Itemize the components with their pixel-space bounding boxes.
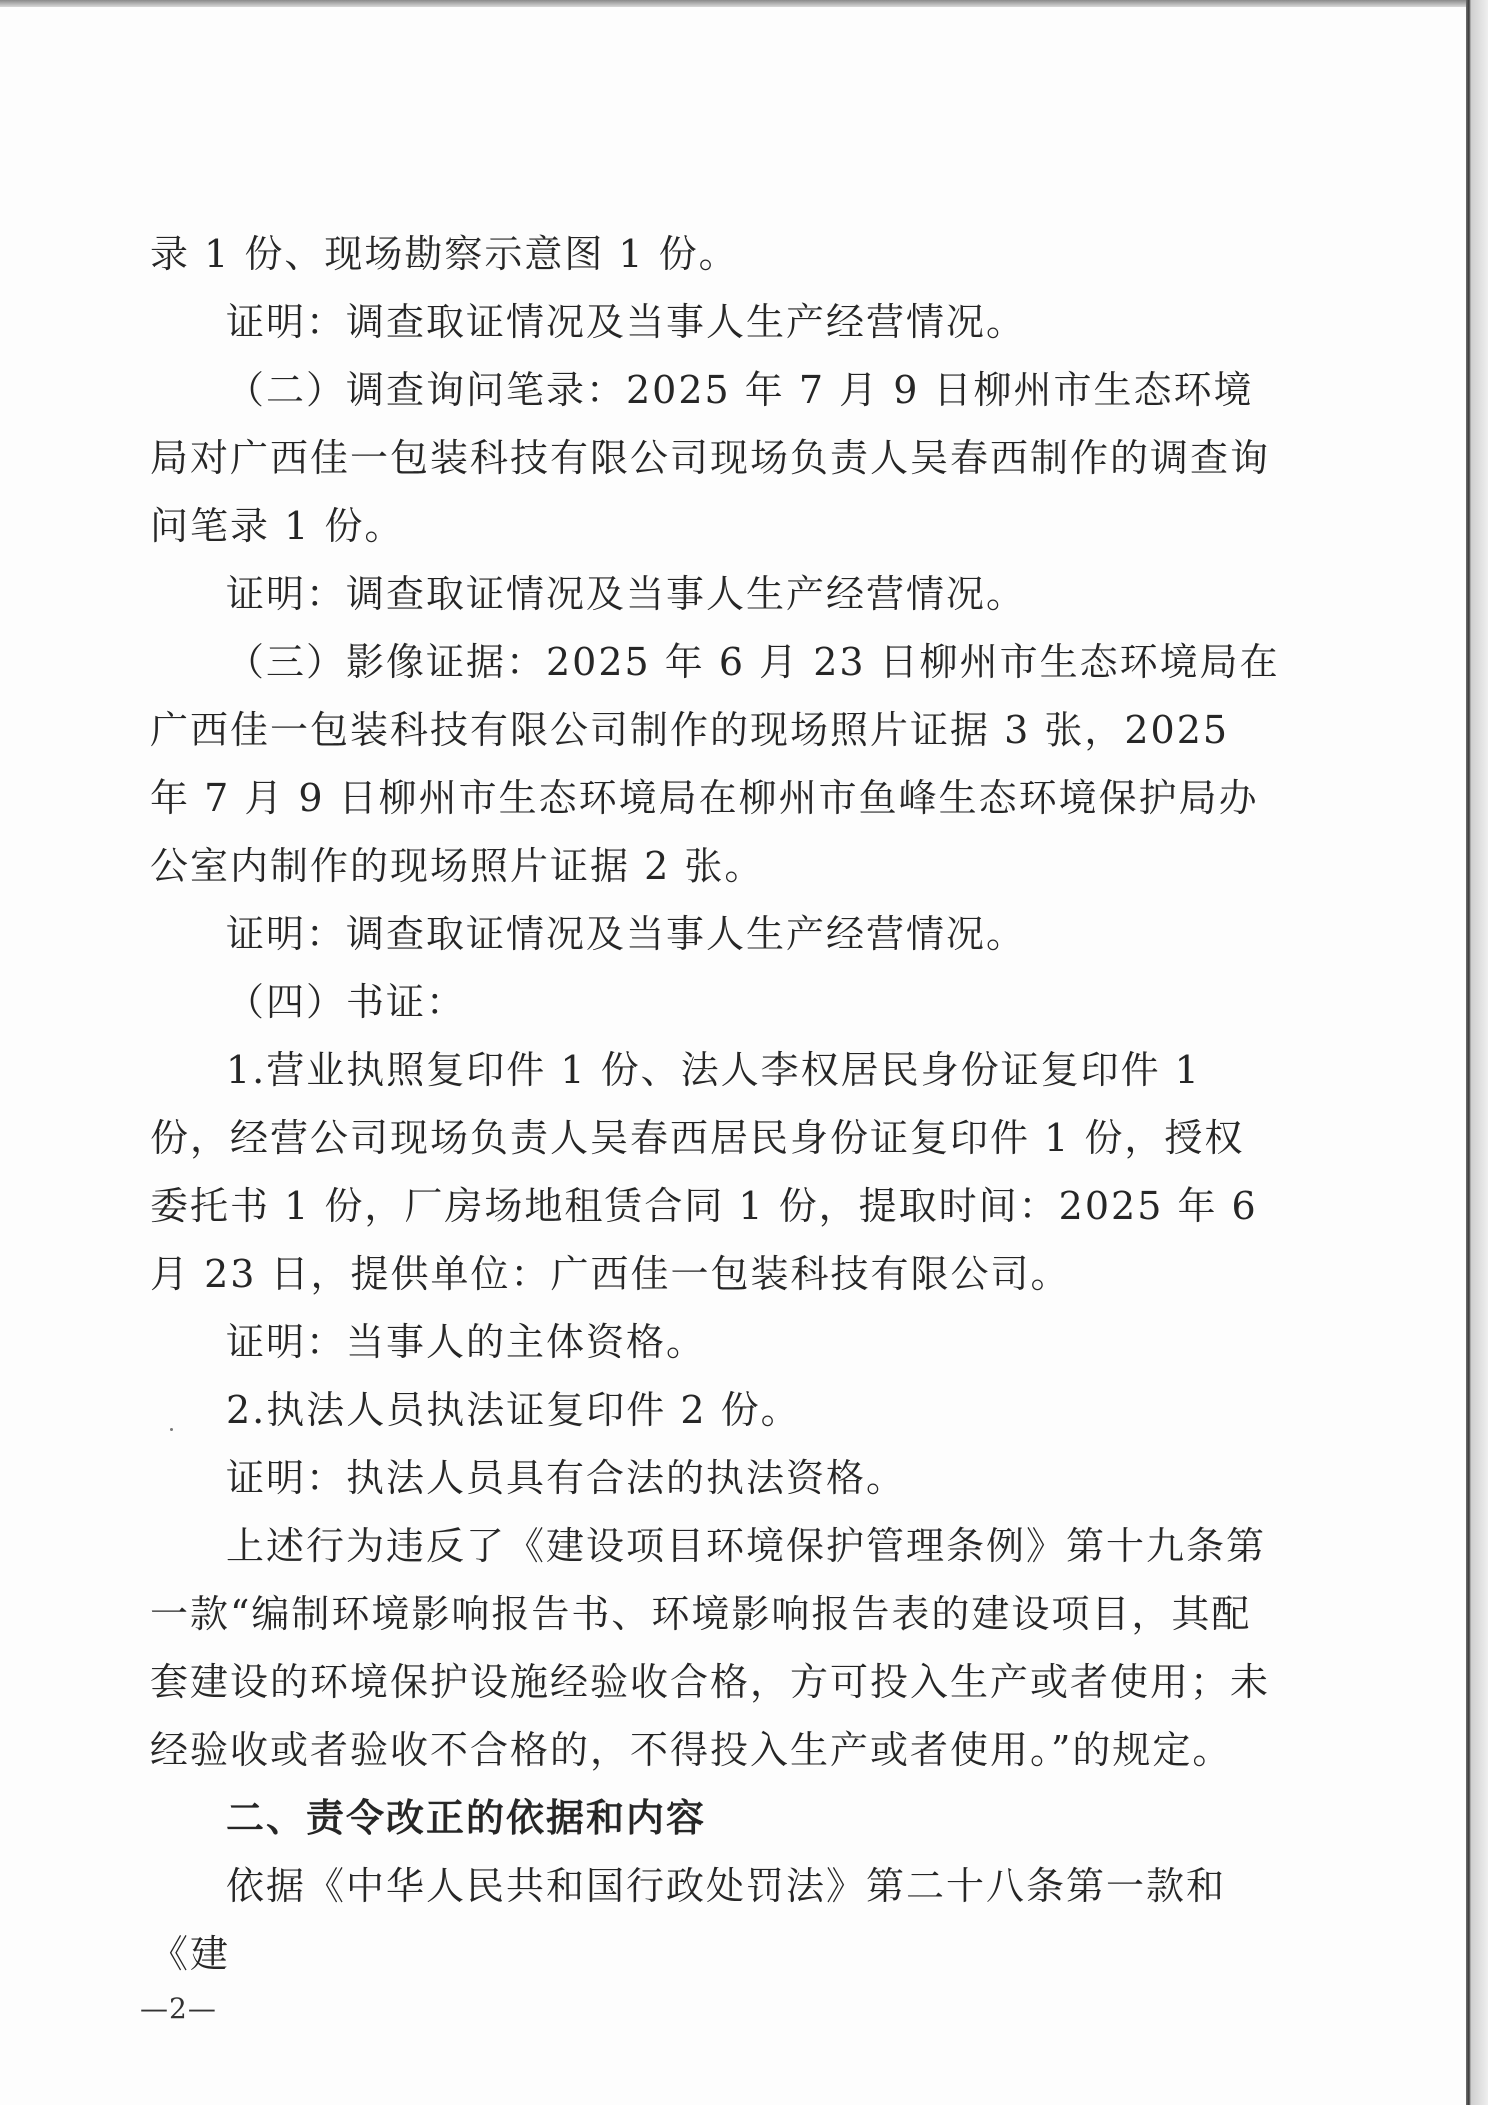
- paragraph-proof-1: 证明：调查取证情况及当事人生产经营情况。: [226, 300, 1027, 344]
- paragraph-documentary-item-1: 1.营业执照复印件 1 份、法人李权居民身份证复印件 1 份，经营公司现场负责人吴春西居民身份证复印件 1 份，授权委托书 1 份，厂房场地租赁合同 1 份，提取时间：2025 年 6 月 23 日，提供单位：广西佳一包装科技有限公司。: [150, 1048, 1258, 1296]
- paragraph-proof-2: 证明：调查取证情况及当事人生产经营情况。: [226, 572, 1027, 616]
- paragraph-documentary-item-2: 2.执法人员执法证复印件 2 份。: [226, 1388, 801, 1432]
- scan-right-edge: [1466, 0, 1488, 2105]
- page-number: —2—: [140, 1992, 217, 2025]
- section-heading-correction: 二、责令改正的依据和内容: [226, 1795, 707, 1840]
- paragraph-violation: 上述行为违反了《建设项目环境保护管理条例》第十九条第一款“编制环境影响报告书、环境影响报告表的建设项目，其配套建设的环境保护设施经验收合格，方可投入生产或者使用；未经验收或者验收不合格的，不得投入生产或者使用。”的规定。: [150, 1524, 1271, 1772]
- paragraph-proof-4: 证明：当事人的主体资格。: [226, 1320, 707, 1364]
- paragraph-proof-5: 证明：执法人员具有合法的执法资格。: [226, 1456, 907, 1500]
- document-body: [150, 220, 1280, 1988]
- paragraph-proof-3: 证明：调查取证情况及当事人生产经营情况。: [226, 912, 1027, 956]
- scan-top-edge: [0, 0, 1466, 7]
- paragraph-interview-record: （二）调查询问笔录：2025 年 7 月 9 日柳州市生态环境局对广西佳一包装科技有限公司现场负责人吴春西制作的调查询问笔录 1 份。: [150, 368, 1271, 548]
- paragraph-documentary-heading: （四）书证：: [226, 980, 467, 1024]
- paragraph-image-evidence: （三）影像证据：2025 年 6 月 23 日柳州市生态环境局在广西佳一包装科技有限公司制作的现场照片证据 3 张，2025 年 7 月 9 日柳州市生态环境局在柳州市鱼峰生态环境保护局办公室内制作的现场照片证据 2 张。: [150, 640, 1280, 888]
- scan-speck: [170, 1428, 173, 1431]
- paragraph-legal-basis: 依据《中华人民共和国行政处罚法》第二十八条第一款和《建: [150, 1864, 1227, 1976]
- paragraph-record-continuation: 录 1 份、现场勘察示意图 1 份。: [150, 232, 739, 276]
